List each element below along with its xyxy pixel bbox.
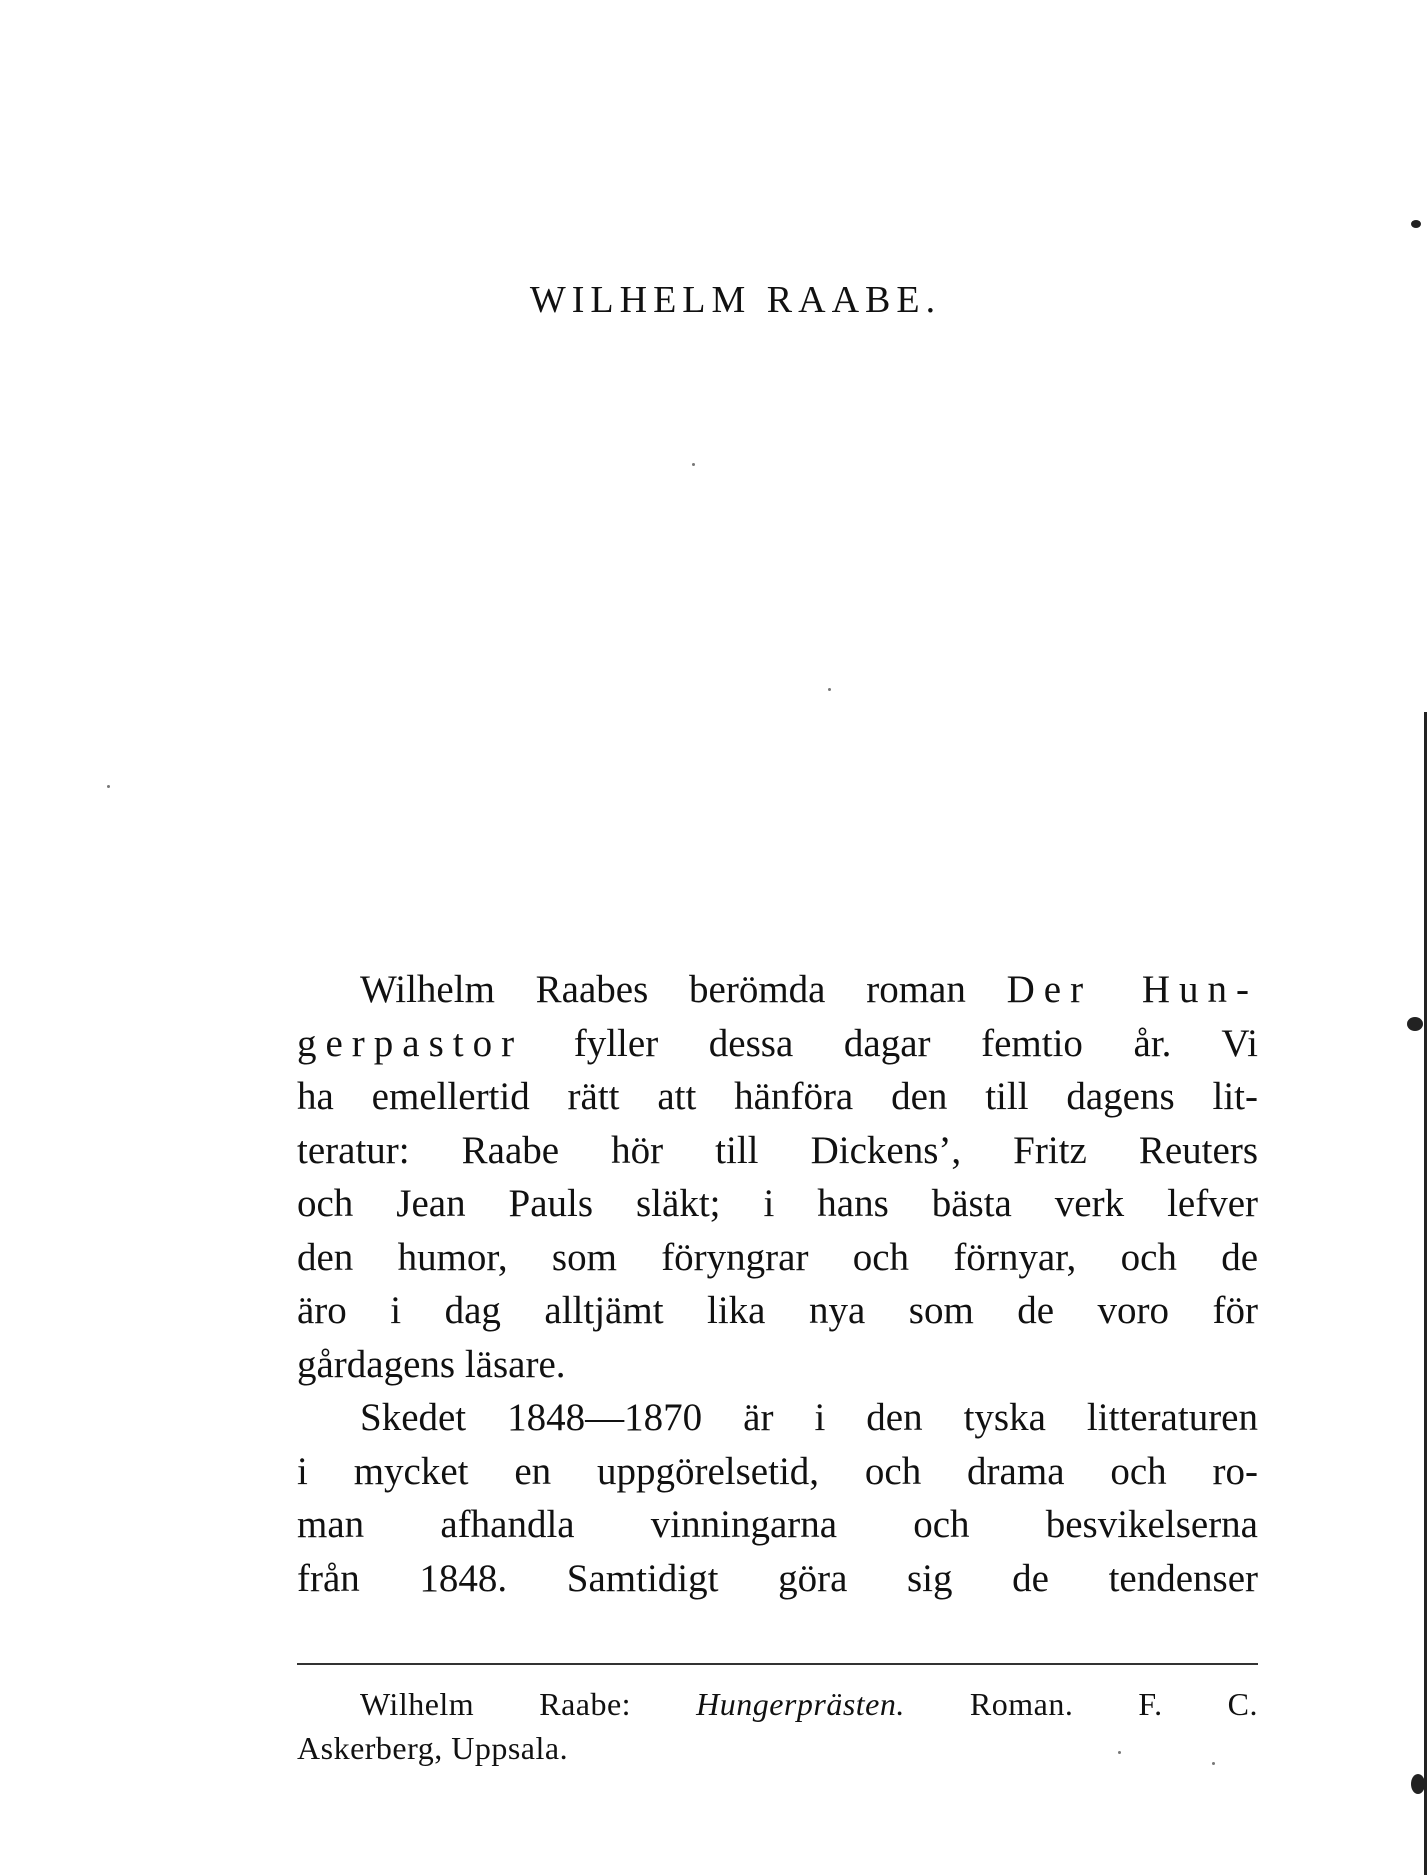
speck — [828, 688, 831, 691]
paragraph-1-line-4: teratur: Raabe hör till Dickens’, Fritz Reuters — [297, 1128, 1258, 1172]
speck — [1212, 1762, 1215, 1765]
speck — [692, 463, 695, 466]
speck — [107, 785, 110, 788]
paragraph-1-line-1 — [297, 963, 1258, 1017]
chapter-title: WILHELM RAABE. — [529, 279, 942, 321]
footnote — [297, 1682, 1258, 1770]
text-run: Wilhelm Raabe: — [360, 1686, 697, 1722]
paragraph-2-line-2: i mycket en uppgörelsetid, och drama och ro- — [297, 1449, 1258, 1493]
paragraph-1-line-8: gårdagens läsare. — [297, 1342, 566, 1386]
paragraph-1-line-6: den humor, som föryngrar och förnyar, och de — [297, 1235, 1258, 1279]
text-run: Wilhelm Raabes berömda roman — [360, 968, 1007, 1011]
paragraph-2-line-4: från 1848. Samtidigt göra sig de tendenser — [297, 1556, 1258, 1600]
book-title-italic: Hungerprästen. — [696, 1686, 905, 1722]
body-text — [297, 963, 1258, 1605]
paragraph-1-line-5: och Jean Pauls släkt; i hans bästa verk lefver — [297, 1182, 1258, 1225]
paragraph-2-line-1: Skedet 1848—1870 är i den tyska litteraturen — [360, 1396, 1258, 1439]
speck — [1118, 1751, 1121, 1754]
text-run: fyller dessa dagar femtio år. Vi — [523, 1021, 1258, 1065]
footnote-divider — [297, 1663, 1258, 1665]
ink-blot — [1407, 1017, 1423, 1031]
ink-blot — [1411, 1774, 1425, 1794]
paragraph-1-line-7: äro i dag alltjämt lika nya som de voro för — [297, 1289, 1258, 1332]
footnote-line-2: Askerberg, Uppsala. — [297, 1730, 569, 1766]
ink-blot — [1411, 220, 1421, 228]
footnote-line-1 — [297, 1682, 1258, 1726]
paragraph-2-line-3: man afhandla vinningarna och besvikelserna — [297, 1503, 1258, 1546]
text-run: Roman. F. C. — [904, 1686, 1259, 1722]
spaced-book-title: Der Hun- — [1006, 968, 1258, 1011]
paragraph-1-line-2 — [297, 1017, 1258, 1071]
paragraph-1-line-3: ha emellertid rätt att hänföra den till dagens lit- — [297, 1075, 1258, 1118]
spaced-book-title: gerpastor — [297, 1021, 524, 1065]
